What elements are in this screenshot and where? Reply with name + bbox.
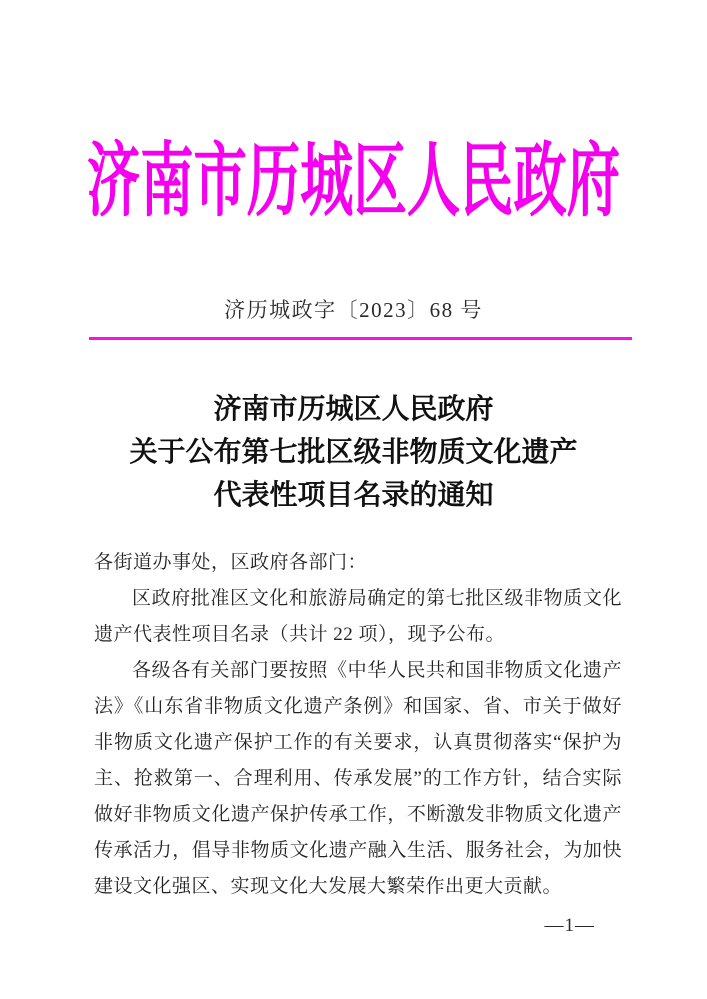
notice-title (0, 388, 707, 517)
masthead-title: 济南市历城区人民政府 (86, 138, 621, 227)
salutation-line: 各街道办事处，区政府各部门： (94, 552, 368, 573)
notice-body (94, 545, 622, 905)
masthead-divider-rule (89, 337, 632, 340)
document-reference-number: 济历城政字〔2023〕68 号 (224, 298, 483, 322)
body-paragraph: 区政府批准区文化和旅游局确定的第七批区级非物质文化遗产代表性项目名录（共计 22 项），现予公布。 (94, 588, 622, 645)
notice-title-line: 代表性项目名录的通知 (213, 480, 494, 511)
page-number: —1— (544, 915, 595, 936)
notice-title-line: 关于公布第七批区级非物质文化遗产 (129, 437, 578, 468)
body-paragraph: 各级各有关部门要按照《中华人民共和国非物质文化遗产法》《山东省非物质文化遗产条例》和国家、省、市关于做好非物质文化遗产保护工作的有关要求，认真贯彻落实“保护为主、抢救第一、合理利用、传承发展”的工作方针，结合实际做好非物质文化遗产保护传承工作，不断激发非物质文化遗产传承活力，倡导非物质文化遗产融入生活、服务社会，为加快建设文化强区、实现文化大发展大繁荣作出更大贡献。 (94, 660, 622, 897)
notice-title-line: 济南市历城区人民政府 (213, 394, 494, 425)
